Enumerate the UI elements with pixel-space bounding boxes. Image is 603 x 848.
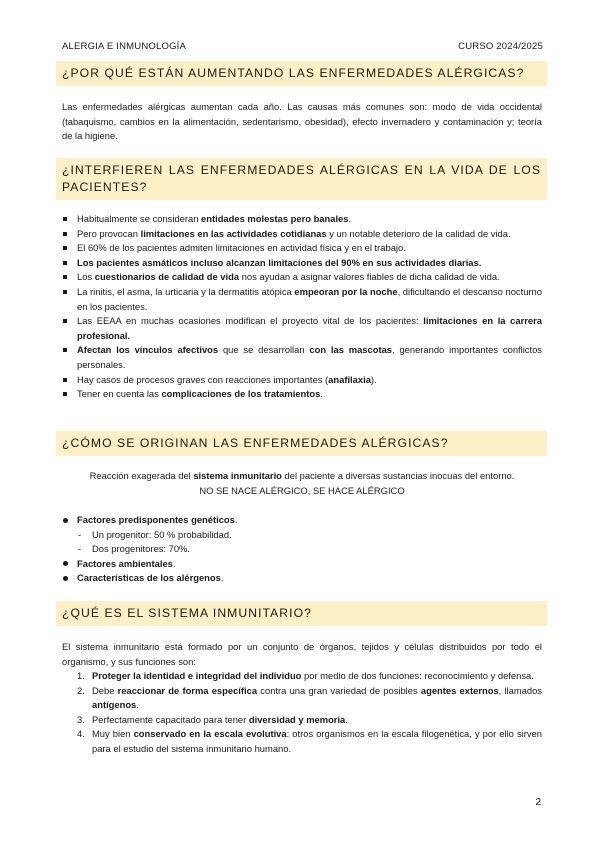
list-item: 2. Debe reaccionar de forma específica contra una gran variedad de posibles agentes externos, llamados antígenos. xyxy=(77,684,542,711)
section-1-text: Las enfermedades alérgicas aumentan cada año. Las causas más comunes son: modo de vida occidental (tabaquismo, cambios en la alimentación, sedentarismo, obesidad), efecto invernadero y contaminación y; teoría de la higiene. xyxy=(62,101,542,142)
list-item: Tener en cuenta las complicaciones de los tratamientos. xyxy=(62,387,542,402)
section-3-motto: NO SE NACE ALÉRGICO, SE HACE ALÉRGICO xyxy=(199,485,405,496)
list-item: La rinitis, el asma, la urticaria y la dermatitis atópica empeoran por la noche, dificultando el descanso nocturno en los pacientes. xyxy=(62,285,542,314)
page-number: 2 xyxy=(535,797,541,808)
section-heading-2: ¿INTERFIEREN LAS ENFERMEDADES ALÉRGICAS EN LA VIDA DE LOS PACIENTES? xyxy=(56,158,547,200)
list-item: 1. Proteger la identidad e integridad del individuo por medio de dos funciones: reconocimiento y defensa. xyxy=(77,670,534,681)
section-heading-1: ¿POR QUÉ ESTÁN AUMENTANDO LAS ENFERMEDADES ALÉRGICAS? xyxy=(56,61,547,86)
list-item: Habitualmente se consideran entidades molestas pero banales. xyxy=(62,212,542,227)
section-heading-3: ¿CÓMO SE ORIGINAN LAS ENFERMEDADES ALÉRGICAS? xyxy=(56,431,547,456)
list-subitem: - Dos progenitores: 70%. xyxy=(62,542,542,557)
section-4-list xyxy=(62,669,542,757)
list-item: 3. Perfectamente capacitado para tener diversidad y memoria. xyxy=(77,713,348,725)
list-item: Afectan los vínculos afectivos que se desarrollan con las mascotas, generando importantes conflictos personales. xyxy=(62,343,542,372)
section-3-list xyxy=(62,513,542,586)
list-item: Hay casos de procesos graves con reacciones importantes (anafilaxia). xyxy=(62,373,542,388)
list-subitem: - Un progenitor: 50 % probabilidad. xyxy=(62,528,542,543)
header-subject: ALERGIA E INMUNOLOGÍA xyxy=(62,41,187,52)
list-item: 4. Muy bien conservado en la escala evolutiva: otros organismos en la escala filogenética, y por ello sirven para el estudio del sistema inmunitario humano. xyxy=(77,728,542,754)
list-item: Los pacientes asmáticos incluso alcanzan limitaciones del 90% en sus actividades diarias. xyxy=(62,256,542,271)
list-item: Características de los alérgenos. xyxy=(62,571,542,586)
header-course: CURSO 2024/2025 xyxy=(458,41,543,52)
list-item: Pero provocan limitaciones en las actividades cotidianas y un notable deterioro de la calidad de vida. xyxy=(62,227,542,242)
section-3-intro: Reacción exagerada del sistema inmunitario del paciente a diversas sustancias inocuas del entorno. xyxy=(89,470,515,481)
section-2-list xyxy=(62,212,542,402)
list-item: El 60% de los pacientes admiten limitaciones en actividad física y en el trabajo. xyxy=(62,241,542,256)
list-item: Factores predisponentes genéticos. xyxy=(62,513,542,528)
list-item: Las EEAA en muchas ocasiones modifican el proyecto vital de los pacientes: limitaciones en la carrera profesional. xyxy=(62,314,542,343)
section-4-intro: El sistema inmunitario está formado por un conjunto de órganos, tejidos y células distribuidos por todo el organismo, y sus funciones son: xyxy=(62,641,542,667)
list-item: Los cuestionarios de calidad de vida nos ayudan a asignar valores fiables de dicha calidad de vida. xyxy=(62,270,542,285)
section-heading-4: ¿QUÉ ES EL SISTEMA INMUNITARIO? xyxy=(56,601,547,626)
list-item: Factores ambientales. xyxy=(62,557,542,572)
